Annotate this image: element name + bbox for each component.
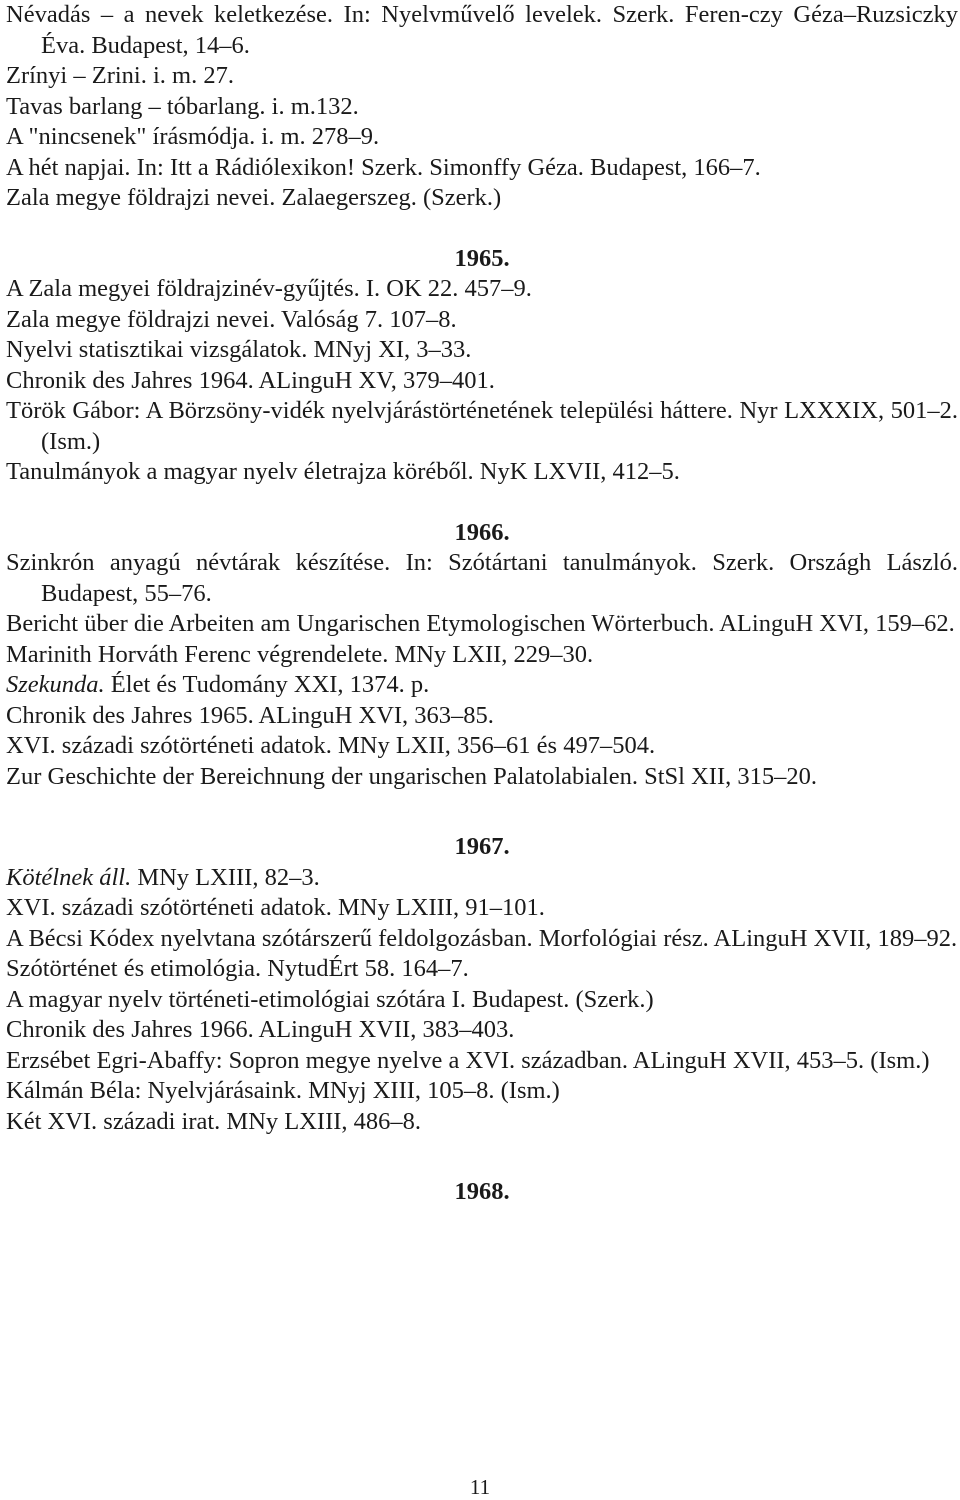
bib-entry: Chronik des Jahres 1966. ALinguH XVII, 383–403. [6,1016,515,1043]
bib-entry: Szótörténet és etimológia. NytudÉrt 58. 164–7. [6,955,469,982]
bib-entry: A "nincsenek" írásmódja. i. m. 278–9. [6,123,380,150]
year-heading-1967: 1967. [454,833,510,860]
bib-entry: Marinith Horváth Ferenc végrendelete. MNy LXII, 229–30. [6,640,594,668]
bib-entry: Két XVI. századi irat. MNy LXIII, 486–8. [6,1107,422,1135]
section-gap [6,792,958,832]
bib-entry [6,863,958,894]
bib-entry: Zala megye földrajzi nevei. Valóság 7. 107–8. [6,305,457,333]
bib-entry-text: Élet és Tudomány XXI, 1374. p. [110,671,430,698]
bib-entry: Zala megye földrajzi nevei. Zalaegerszeg. (Szerk.) [6,184,502,211]
bibliography-page [6,0,958,1208]
year-heading-1965: 1965. [454,244,510,272]
bib-entry: A Zala megyei földrajzinév-gyűjtés. I. OK 22. 457–9. [6,275,532,302]
bib-entry: Tanulmányok a magyar nyelv életrajza köréből. NyK LXVII, 412–5. [6,458,680,485]
bib-entry [6,670,958,701]
section-gap [6,214,958,244]
bib-entry: Chronik des Jahres 1965. ALinguH XVI, 363–85. [6,701,494,729]
section-gap [6,488,958,518]
bib-entry: Szinkrón anyagú névtárak készítése. In: Szótártani tanulmányok. Szerk. Országh László. Budapest, 55–76. [6,549,958,607]
bib-entry: Zur Geschichte der Bereichnung der ungarischen Palatolabialen. StSl XII, 315–20. [6,762,817,790]
bib-entry: Erzsébet Egri-Abaffy: Sopron megye nyelve a XVI. században. ALinguH XVII, 453–5. (Ism.) [6,1046,930,1074]
bib-entry: A magyar nyelv történeti-etimológiai szótára I. Budapest. (Szerk.) [6,985,654,1013]
year-heading-1968: 1968. [454,1178,510,1205]
section-gap [6,1137,958,1177]
bib-entry: Bericht über die Arbeiten am Ungarischen Etymologischen Wörterbuch. ALinguH XVI, 159–62. [6,610,955,637]
italic-title: Szekunda. [6,671,105,698]
bib-entry: A hét napjai. In: Itt a Rádiólexikon! Szerk. Simonffy Géza. Budapest, 166–7. [6,153,761,181]
bib-entry: XVI. századi szótörténeti adatok. MNy LXIII, 91–101. [6,894,545,921]
bib-entry: Tavas barlang – tóbarlang. i. m.132. [6,92,359,120]
bib-entry-text: MNy LXIII, 82–3. [137,863,320,891]
bib-entry: Zrínyi – Zrini. i. m. 27. [6,62,234,89]
bib-entry: Chronik des Jahres 1964. ALinguH XV, 379–401. [6,366,495,394]
bib-entry: A Bécsi Kódex nyelvtana szótárszerű feldolgozásban. Morfológiai rész. ALinguH XVII, 189–92. [6,924,958,952]
bib-entry: Nyelvi statisztikai vizsgálatok. MNyj XI, 3–33. [6,336,472,363]
bib-entry: Török Gábor: A Börzsöny-vidék nyelvjárástörténetének települési háttere. Nyr LXXXIX, 501–2. (Ism.) [6,397,958,455]
italic-title: Kötélnek áll. [6,863,132,891]
year-heading-1966: 1966. [454,518,510,546]
bib-entry: Kálmán Béla: Nyelvjárásaink. MNyj XIII, 105–8. (Ism.) [6,1077,560,1104]
bib-entry: Névadás – a nevek keletkezése. In: Nyelvművelő levelek. Szerk. Feren-czy Géza–Ruzsiczky Éva. Budapest, 14–6. [6,1,958,59]
page-number: 11 [469,1475,491,1499]
bib-entry: XVI. századi szótörténeti adatok. MNy LXII, 356–61 és 497–504. [6,732,656,759]
